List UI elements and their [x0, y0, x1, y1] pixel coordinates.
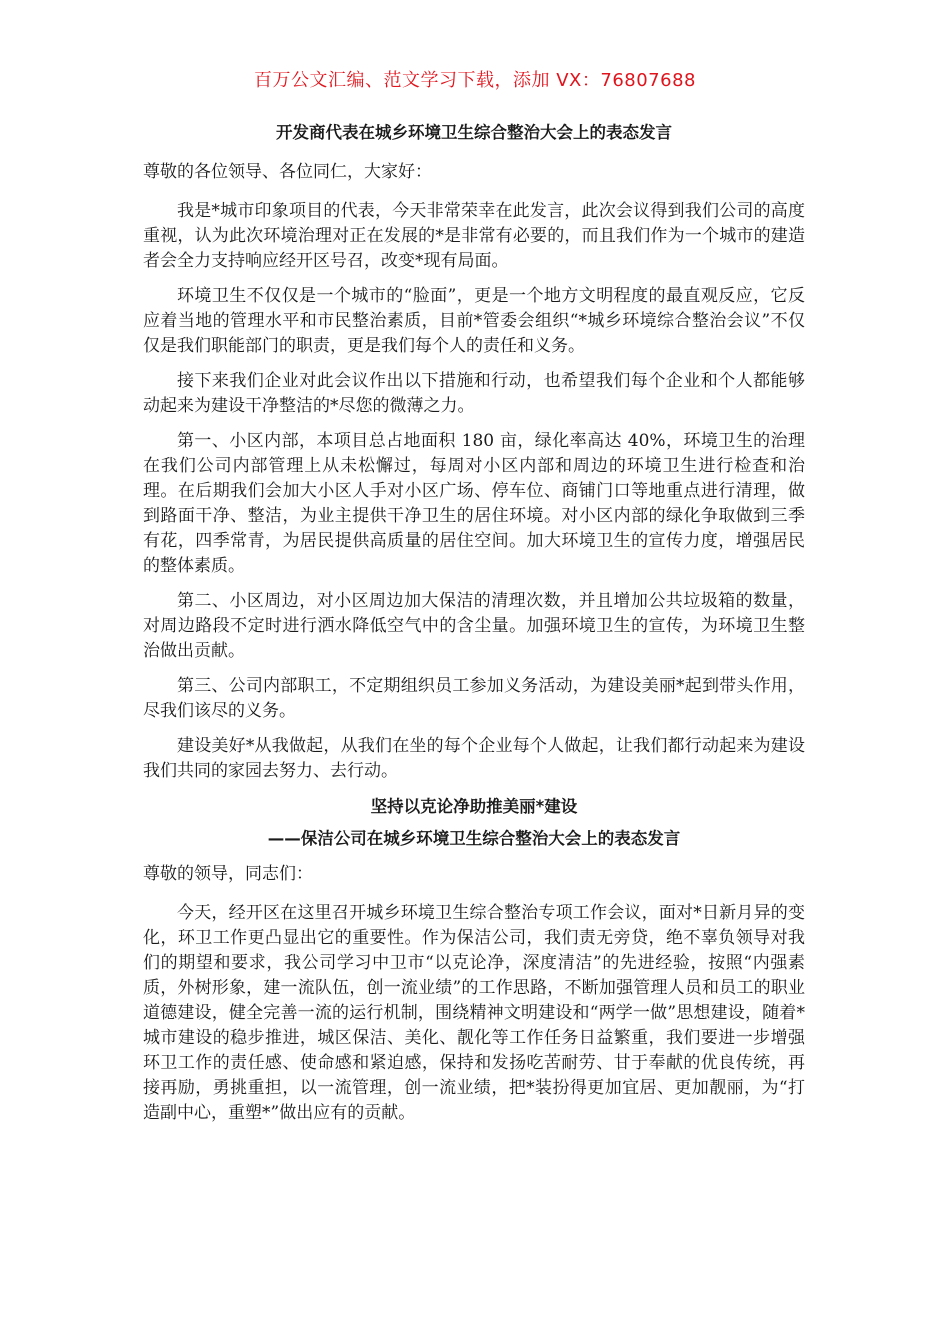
speech2-salutation: 尊敬的领导，同志们： [143, 864, 313, 884]
speech2-title: 坚持以克论净助推美丽*建设 [370, 797, 578, 816]
speech2-subtitle: ——保洁公司在城乡环境卫生综合整治大会上的表态发言 [267, 829, 681, 848]
speech1-paragraph: 我是*城市印象项目的代表，今天非常荣幸在此发言，此次会议得到我们公司的高度重视，认为此次环境治理对正在发展的*是非常有必要的，而且我们作为一个城市的建造者会全力支持响应经开区号召，改变*现有局面。 [143, 201, 805, 271]
document-body [143, 120, 805, 1136]
speech1-paragraph: 建设美好*从我做起，从我们在坐的每个企业每个人做起，让我们都行动起来为建设我们共同的家园去努力、去行动。 [143, 736, 805, 781]
speech1-salutation: 尊敬的各位领导、各位同仁，大家好： [143, 162, 432, 182]
speech1-paragraph: 第二、小区周边，对小区周边加大保洁的清理次数，并且增加公共垃圾箱的数量，对周边路段不定时进行洒水降低空气中的含尘量。加强环境卫生的宣传，为环境卫生整治做出贡献。 [143, 591, 805, 661]
speech1-paragraph: 环境卫生不仅仅是一个城市的“脸面”，更是一个地方文明程度的最直观反应，它反应着当地的管理水平和市民整治素质，目前*管委会组织“*城乡环境综合整治会议”不仅仅是我们职能部门的职责，更是我们每个人的责任和义务。 [143, 286, 805, 356]
speech1-title: 开发商代表在城乡环境卫生综合整治大会上的表态发言 [276, 123, 672, 142]
speech2-paragraph: 今天，经开区在这里召开城乡环境卫生综合整治专项工作会议，面对*日新月异的变化，环卫工作更凸显出它的重要性。作为保洁公司，我们责无旁贷，绝不辜负领导对我们的期望和要求，我公司学习中卫市“以克论净，深度清洁”的先进经验，按照“内强素质，外树形象，建一流队伍，创一流业绩”的工作思路，不断加强管理人员和员工的职业道德建设，健全完善一流的运行机制，围绕精神文明建设和“两学一做”思想建设，随着*城市建设的稳步推进，城区保洁、美化、靓化等工作任务日益繁重，我们要进一步增强环卫工作的责任感、使命感和紧迫感，保持和发扬吃苦耐劳、甘于奉献的优良传统，再接再励，勇挑重担，以一流管理，创一流业绩，把*装扮得更加宜居、更加靓丽，为“打造副中心，重塑*”做出应有的贡献。 [143, 903, 805, 1123]
speech1-paragraph: 第三、公司内部职工，不定期组织员工参加义务活动，为建设美丽*起到带头作用，尽我们该尽的义务。 [143, 676, 805, 721]
speech1-paragraph: 接下来我们企业对此会议作出以下措施和行动，也希望我们每个企业和个人都能够动起来为建设干净整洁的*尽您的微薄之力。 [143, 371, 805, 416]
promo-banner: 百万公文汇编、范文学习下载，添加 VX：76807688 [254, 70, 696, 91]
speech1-paragraph: 第一、小区内部，本项目总占地面积 180 亩，绿化率高达 40%，环境卫生的治理在我们公司内部管理上从未松懈过，每周对小区内部和周边的环境卫生进行检查和治理。在后期我们会加大小区人手对小区广场、停车位、商铺门口等地重点进行清理，做到路面干净、整洁，为业主提供干净卫生的居住环境。对小区内部的绿化争取做到三季有花，四季常青，为居民提供高质量的居住空间。加大环境卫生的宣传力度，增强居民的整体素质。 [143, 431, 805, 576]
